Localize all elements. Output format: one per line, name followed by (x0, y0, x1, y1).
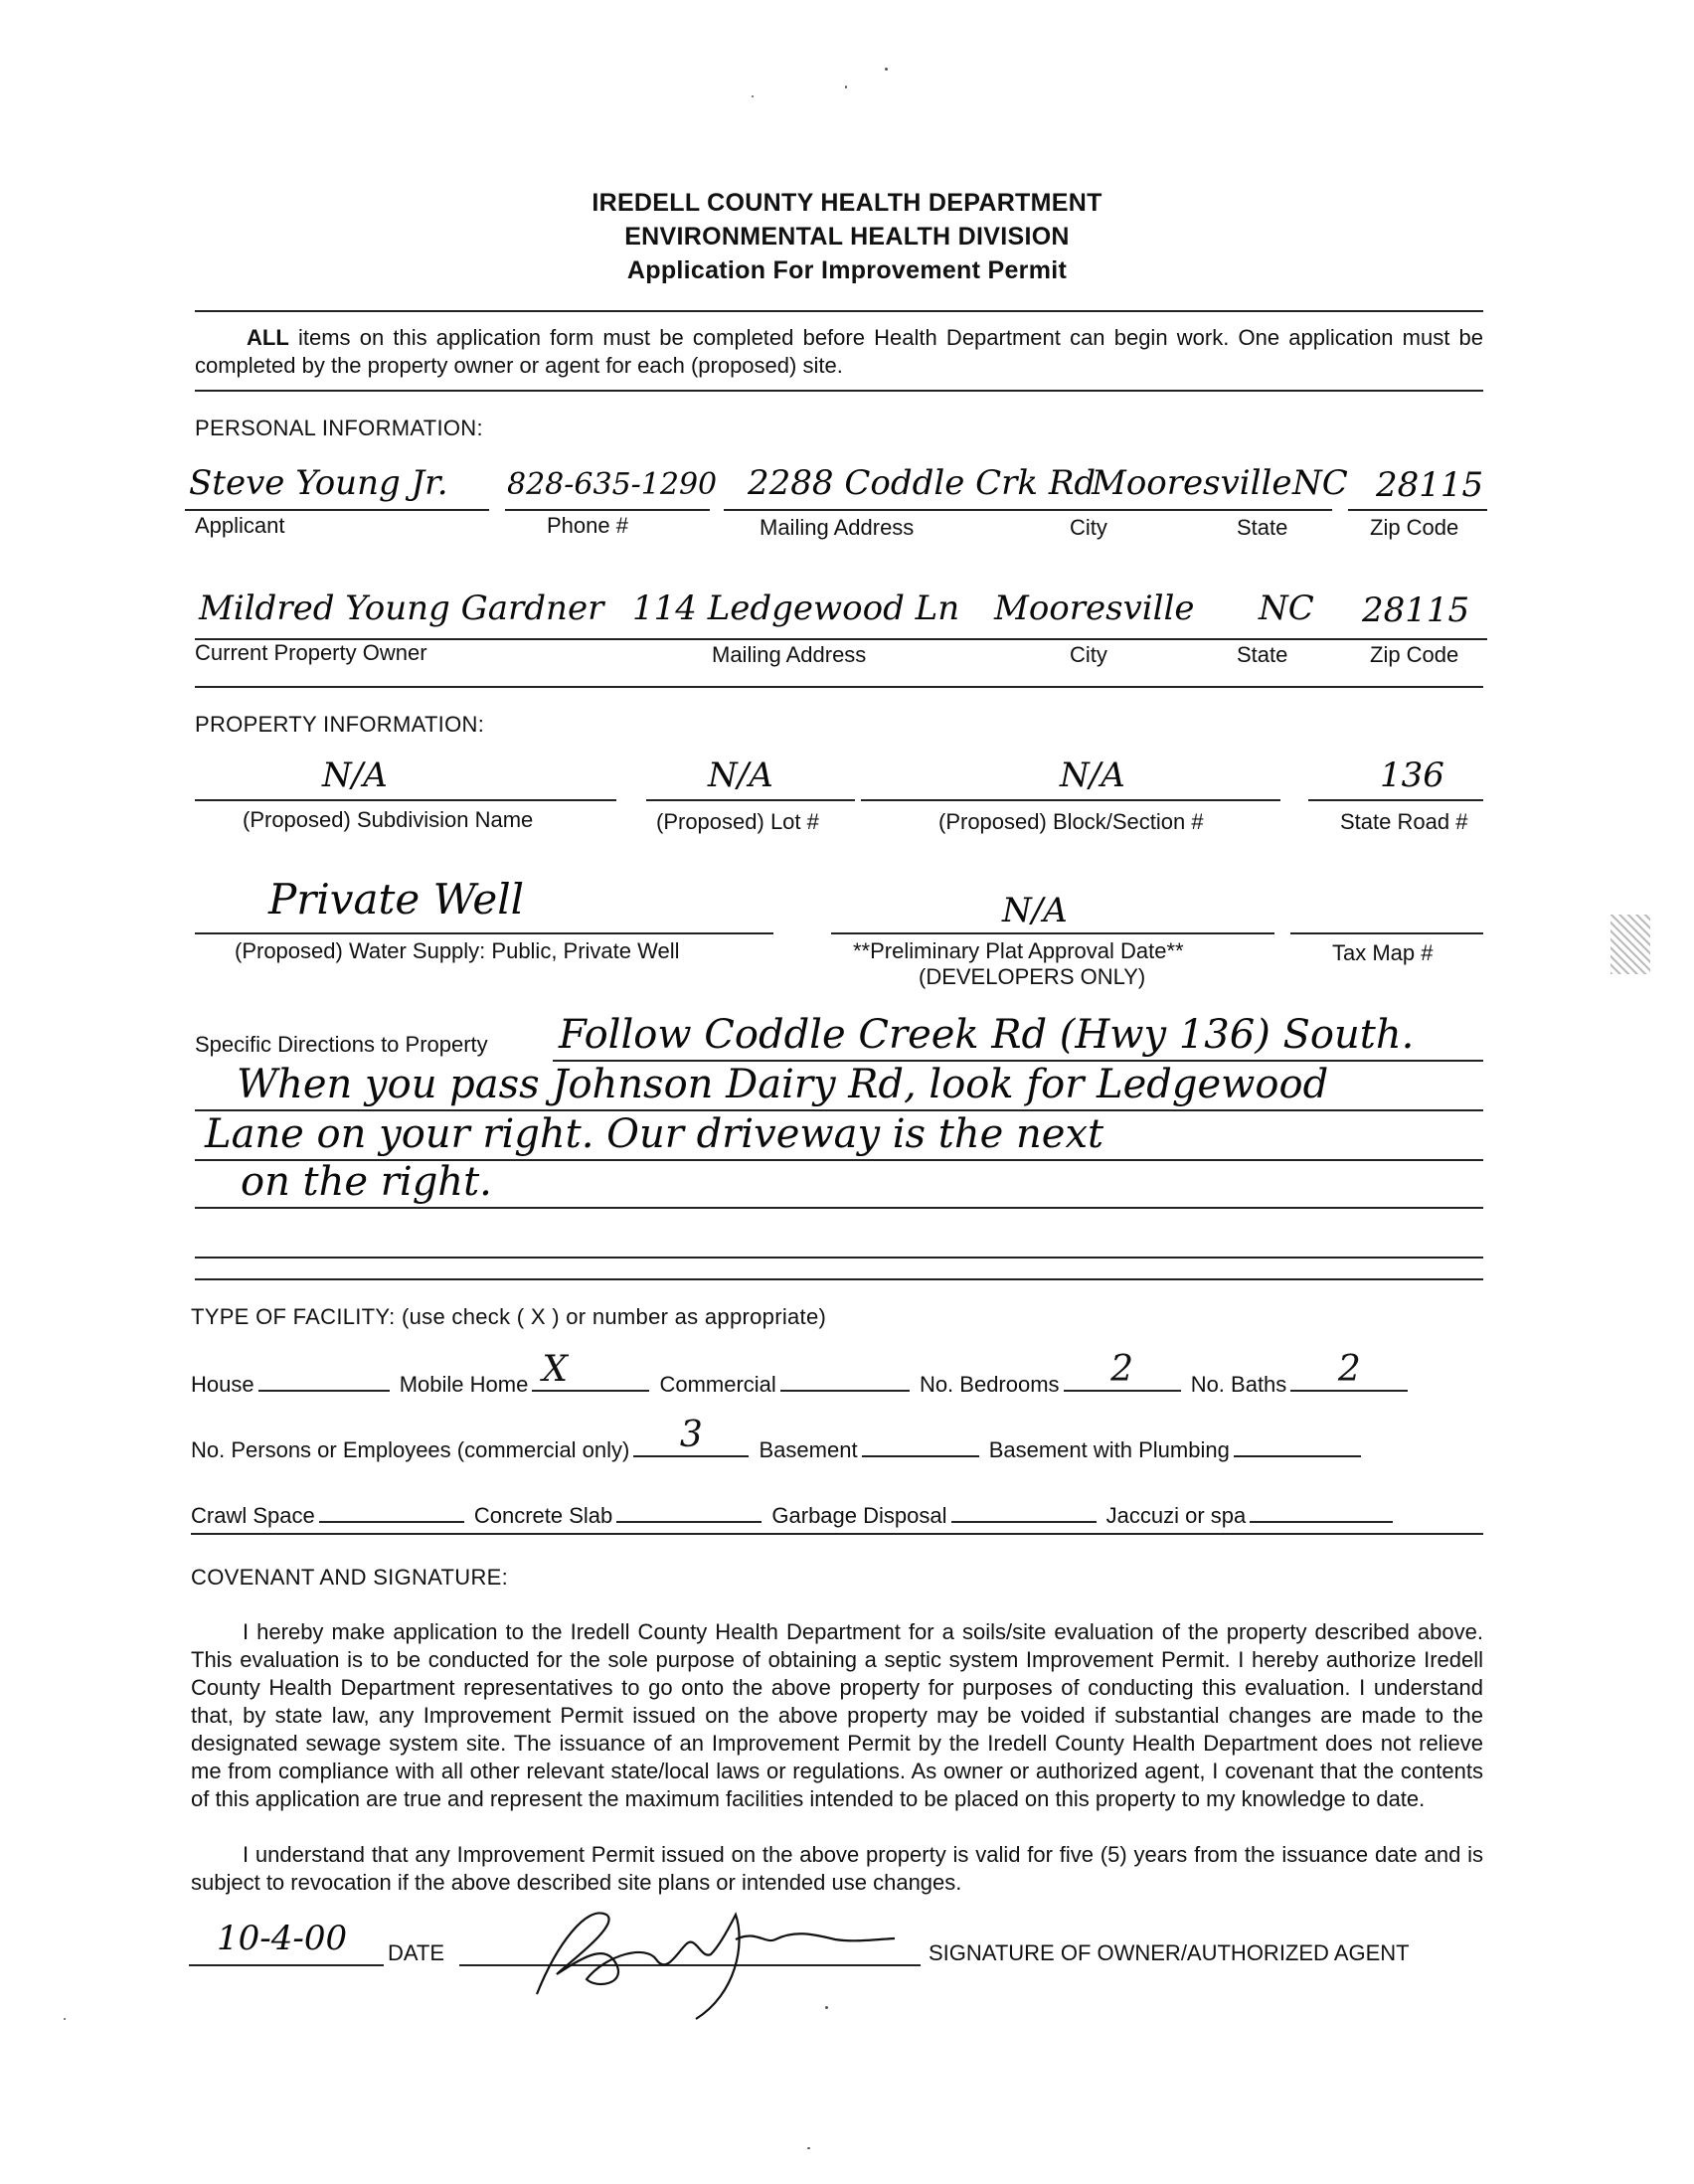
city-value: Mooresville (1092, 463, 1292, 503)
intro-text (195, 324, 1483, 380)
covenant-heading: COVENANT AND SIGNATURE: (191, 1565, 509, 1590)
commercial-label: Commercial (659, 1372, 776, 1397)
scan-speck (825, 2006, 828, 2009)
mailing-label: Mailing Address (760, 515, 915, 540)
phone-value: 828-635-1290 (507, 467, 718, 502)
basement-plumbing-label: Basement with Plumbing (988, 1437, 1230, 1462)
rule-personal (195, 686, 1483, 688)
plat-label: **Preliminary Plat Approval Date** (853, 938, 1184, 963)
house-label: House (191, 1372, 254, 1397)
garbage-disposal-field[interactable] (951, 1499, 1097, 1523)
owner-value: Mildred Young Gardner (199, 588, 604, 628)
house-field[interactable] (258, 1368, 390, 1392)
facility-row-3 (191, 1499, 1483, 1529)
bedrooms-field[interactable] (1064, 1349, 1181, 1392)
lot-line (646, 799, 855, 801)
directions-line-6 (195, 1278, 1483, 1280)
directions-label: Specific Directions to Property (195, 1032, 488, 1057)
signature-scribble (497, 1885, 895, 2024)
owner-zip-label: Zip Code (1370, 642, 1459, 667)
intro-bold: ALL (247, 325, 289, 350)
road-line (1308, 799, 1483, 801)
zip-line (1348, 509, 1487, 511)
water-line (195, 932, 773, 934)
owner-state-label: State (1237, 642, 1288, 667)
covenant-paragraph-2: I understand that any Improvement Permit issued on the above property is valid for five (5) years from the issuance date and is subject to revocation if the above described site plans or intended use changes. (191, 1842, 1483, 1895)
state-label: State (1237, 515, 1288, 540)
garbage-disposal-label: Garbage Disposal (771, 1503, 947, 1528)
directions-text-4: on the right. (241, 1159, 492, 1205)
facility-row-1 (191, 1349, 1483, 1398)
bedrooms-value: 2 (1110, 1349, 1134, 1390)
plat-value: N/A (1002, 891, 1068, 930)
jacuzzi-label: Jaccuzi or spa (1105, 1503, 1247, 1528)
block-line (861, 799, 1280, 801)
mobile-label: Mobile Home (399, 1372, 529, 1397)
zip-label: Zip Code (1370, 515, 1459, 540)
rule-top (195, 310, 1483, 312)
lot-label: (Proposed) Lot # (656, 809, 819, 834)
covenant-paragraph-1: I hereby make application to the Iredell County Health Department for a soils/site evaluation of the property described above. This evaluation is to be conducted for the sole purpose of obtaining a septic system Improvement Permit. I hereby authorize Iredell County Health Department representatives to go onto the above property for purposes of conducting this evaluation. I understand that, by state law, any Improvement Permit issued on the above property may be voided if substantial changes are made to the designated sewage system site. The issuance of an Improvement Permit by the Iredell County Health Department does not relieve me from compliance with all other relevant state/local laws or regulations. As owner or authorized agent, I covenant that the contents of this application are true and represent the maximum facilities intended to be placed on this property to my knowledge to date. (191, 1619, 1483, 1811)
basement-plumbing-field[interactable] (1234, 1433, 1361, 1457)
concrete-slab-field[interactable] (616, 1499, 762, 1523)
zip-value: 28115 (1376, 465, 1484, 505)
directions-text-1: Follow Coddle Creek Rd (Hwy 136) South. (559, 1012, 1415, 1058)
facility-heading: TYPE OF FACILITY: (use check ( X ) or number as appropriate) (191, 1304, 827, 1329)
crawl-space-label: Crawl Space (191, 1503, 315, 1528)
rule-intro (195, 390, 1483, 392)
phone-label: Phone # (547, 513, 628, 538)
taxmap-label: Tax Map # (1332, 940, 1434, 965)
road-label: State Road # (1340, 809, 1468, 834)
city-label: City (1070, 515, 1107, 540)
scan-speck (64, 2018, 66, 2020)
state-value: NC (1292, 463, 1348, 503)
persons-label: No. Persons or Employees (commercial only) (191, 1437, 630, 1462)
bedrooms-label: No. Bedrooms (919, 1372, 1060, 1397)
facility-row-2 (191, 1415, 1483, 1463)
commercial-field[interactable] (780, 1368, 910, 1392)
directions-text-3: Lane on your right. Our driveway is the next (205, 1111, 1104, 1157)
scan-speck (885, 68, 888, 71)
baths-value: 2 (1337, 1349, 1361, 1390)
owner-city-value: Mooresville (994, 588, 1195, 628)
owner-zip-value: 28115 (1362, 590, 1470, 630)
road-value: 136 (1380, 756, 1444, 795)
scan-speck (845, 85, 847, 88)
department-title: IREDELL COUNTY HEALTH DEPARTMENT (592, 189, 1102, 217)
scan-speck (807, 2147, 810, 2149)
lot-value: N/A (708, 756, 773, 795)
owner-mailing-label: Mailing Address (712, 642, 867, 667)
rule-facility (191, 1533, 1483, 1535)
scan-speck (752, 95, 754, 97)
subdivision-label: (Proposed) Subdivision Name (243, 807, 534, 832)
water-label: (Proposed) Water Supply: Public, Private Well (235, 938, 680, 963)
phone-line (505, 509, 710, 511)
property-heading: PROPERTY INFORMATION: (195, 712, 485, 737)
date-value: 10-4-00 (217, 1919, 348, 1958)
state-line (1193, 509, 1332, 511)
jacuzzi-field[interactable] (1250, 1499, 1393, 1523)
applicant-label: Applicant (195, 513, 285, 538)
block-value: N/A (1060, 756, 1125, 795)
block-label: (Proposed) Block/Section # (938, 809, 1204, 834)
form-title: Application For Improvement Permit (626, 256, 1068, 284)
basement-label: Basement (759, 1437, 858, 1462)
baths-label: No. Baths (1190, 1372, 1287, 1397)
persons-field[interactable] (633, 1415, 749, 1457)
basement-field[interactable] (862, 1433, 979, 1457)
persons-value: 3 (679, 1415, 703, 1455)
baths-field[interactable] (1290, 1349, 1408, 1392)
mobile-value: X (542, 1349, 568, 1390)
personal-heading: PERSONAL INFORMATION: (195, 416, 483, 440)
subdivision-value: N/A (322, 756, 388, 795)
directions-text-2: When you pass Johnson Dairy Rd, look for Ledgewood (237, 1062, 1329, 1107)
date-line (189, 1964, 384, 1966)
plat-note: (DEVELOPERS ONLY) (919, 964, 1146, 989)
plat-line (831, 932, 1274, 934)
crawl-space-field[interactable] (319, 1499, 464, 1523)
directions-line-4 (195, 1207, 1483, 1209)
applicant-line (185, 509, 489, 511)
water-value: Private Well (268, 875, 525, 924)
intro-body: items on this application form must be completed before Health Department can begin work. One application must be completed by the property owner or agent for each (proposed) site. (195, 325, 1483, 378)
mobile-field[interactable] (532, 1349, 649, 1392)
mailing-line (724, 509, 1193, 511)
signature-label: SIGNATURE OF OWNER/AUTHORIZED AGENT (929, 1940, 1410, 1965)
taxmap-line (1290, 932, 1483, 934)
applicant-value: Steve Young Jr. (189, 463, 448, 503)
directions-line-5 (195, 1257, 1483, 1259)
subdivision-line (195, 799, 616, 801)
mailing-value: 2288 Coddle Crk Rd (748, 463, 1097, 503)
owner-city-label: City (1070, 642, 1107, 667)
owner-state-value: NC (1259, 588, 1314, 628)
division-title: ENVIRONMENTAL HEALTH DIVISION (624, 223, 1070, 251)
scan-noise (1610, 915, 1650, 974)
concrete-slab-label: Concrete Slab (473, 1503, 613, 1528)
owner-mailing-value: 114 Ledgewood Ln (632, 588, 960, 628)
owner-label: Current Property Owner (195, 640, 427, 665)
date-label: DATE (388, 1940, 445, 1965)
